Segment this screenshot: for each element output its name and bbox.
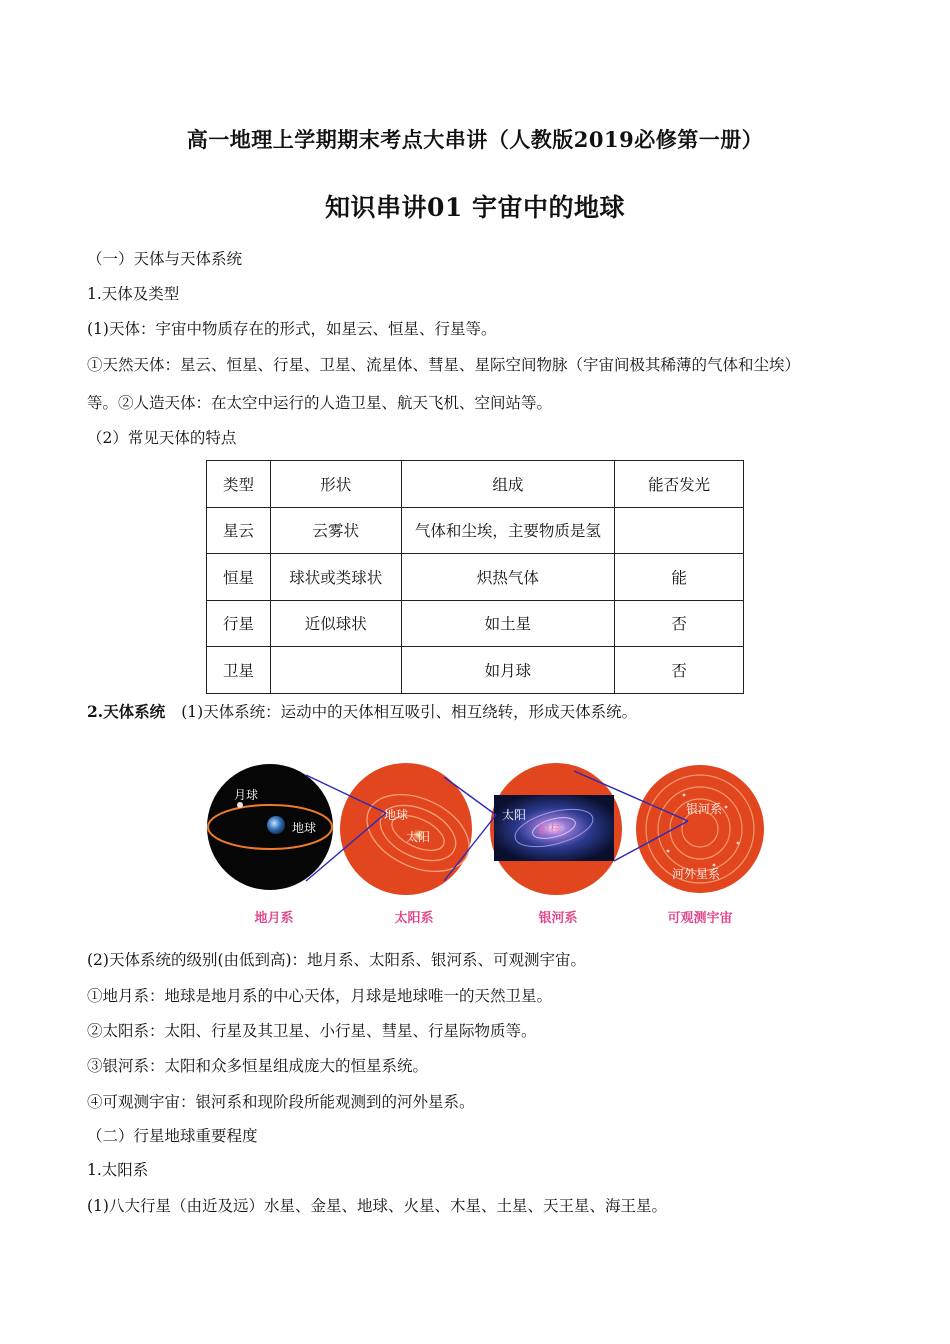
- celestial-system-diagram: [206, 755, 766, 935]
- table-cell: 能: [615, 554, 744, 601]
- paragraph: ①天然天体：星云、恒星、行星、卫星、流星体、彗星、星际空间物脉（宇宙间极其稀薄的气体和尘埃）: [87, 356, 801, 374]
- table-cell: 恒星: [207, 554, 271, 601]
- document-title: 高一地理上学期期末考点大串讲（人教版2019必修第一册）: [186, 127, 764, 152]
- section-heading-1: （一）天体与天体系统: [87, 250, 243, 268]
- solar-system-caption: 太阳系: [394, 911, 434, 926]
- earth-icon: [267, 816, 285, 834]
- table-row: [207, 507, 744, 554]
- table-row: [207, 647, 744, 694]
- subsection-row-1-2: [87, 702, 637, 722]
- table-cell: [615, 507, 744, 554]
- star-dot: [737, 842, 740, 845]
- paragraph: ①地月系：地球是地月系的中心天体，月球是地球唯一的天然卫星。: [87, 987, 553, 1005]
- star-dot: [683, 794, 686, 797]
- table-cell: [270, 647, 401, 694]
- table-header-cell: 能否发光: [615, 461, 744, 508]
- moon-label: 月球: [234, 788, 259, 802]
- table-cell: 炽热气体: [401, 554, 615, 601]
- galactic-core-label: 银核: [538, 822, 563, 836]
- table-row: [207, 554, 744, 601]
- universe-caption: 可观测宇宙: [667, 911, 733, 926]
- section-heading-2: （二）行星地球重要程度: [87, 1127, 258, 1145]
- subsection-heading-2-1: 1.太阳系: [87, 1161, 149, 1179]
- paragraph: (2)天体系统的级别(由低到高)：地月系、太阳系、银河系、可观测宇宙。: [87, 951, 587, 969]
- paragraph: ③银河系：太阳和众多恒星组成庞大的恒星系统。: [87, 1057, 429, 1075]
- table-cell: 球状或类球状: [270, 554, 401, 601]
- table-cell: 近似球状: [270, 600, 401, 647]
- table-header-cell: 类型: [207, 461, 271, 508]
- earth-label: 地球: [384, 808, 409, 822]
- paragraph: (1)天体：宇宙中物质存在的形式，如星云、恒星、行星等。: [87, 320, 497, 338]
- celestial-bodies-table: [206, 460, 744, 694]
- earth-label: 地球: [292, 821, 317, 835]
- table-cell: 如月球: [401, 647, 615, 694]
- galaxy-caption: 银河系: [538, 911, 578, 926]
- earth-moon-system: [207, 764, 333, 890]
- star-dot: [725, 806, 728, 809]
- table-row: [207, 600, 744, 647]
- paragraph: (1)天体系统：运动中的天体相互吸引、相互绕转，形成天体系统。: [181, 703, 638, 721]
- document-subtitle: 知识串讲01 宇宙中的地球: [325, 193, 625, 222]
- star-dot: [713, 864, 716, 867]
- table-cell: 气体和尘埃，主要物质是氢: [401, 507, 615, 554]
- table-cell: 云雾状: [270, 507, 401, 554]
- table-cell: 否: [615, 647, 744, 694]
- table-cell: 卫星: [207, 647, 271, 694]
- earth-moon-caption: 地月系: [254, 911, 294, 926]
- table-header-cell: 形状: [270, 461, 401, 508]
- table-cell: 星云: [207, 507, 271, 554]
- paragraph: (1)八大行星（由近及远）水星、金星、地球、火星、木星、土星、天王星、海王星。: [87, 1197, 667, 1215]
- external-galaxies-label: 河外星系: [672, 867, 721, 881]
- subsection-heading-1-1: 1.天体及类型: [87, 285, 180, 303]
- sun-label: 太阳: [502, 808, 527, 822]
- milky-way-label: 银河系: [686, 802, 723, 816]
- star-dot: [667, 850, 670, 853]
- solar-system: [340, 763, 481, 895]
- universe-system: [636, 765, 764, 893]
- sun-label: 太阳: [406, 830, 431, 844]
- table-cell: 行星: [207, 600, 271, 647]
- paragraph: ④可观测宇宙：银河系和现阶段所能观测到的河外星系。: [87, 1093, 475, 1111]
- paragraph: （2）常见天体的特点: [87, 429, 237, 447]
- moon-icon: [237, 802, 243, 808]
- paragraph: ②太阳系：太阳、行星及其卫星、小行星、彗星、行星际物质等。: [87, 1022, 537, 1040]
- table-cell: 如土星: [401, 600, 615, 647]
- table-header-row: [207, 461, 744, 508]
- table-header-cell: 组成: [401, 461, 615, 508]
- paragraph: 等。②人造天体：在太空中运行的人造卫星、航天飞机、空间站等。: [87, 394, 553, 412]
- table-cell: 否: [615, 600, 744, 647]
- subsection-heading-1-2: 2.天体系统: [87, 702, 166, 721]
